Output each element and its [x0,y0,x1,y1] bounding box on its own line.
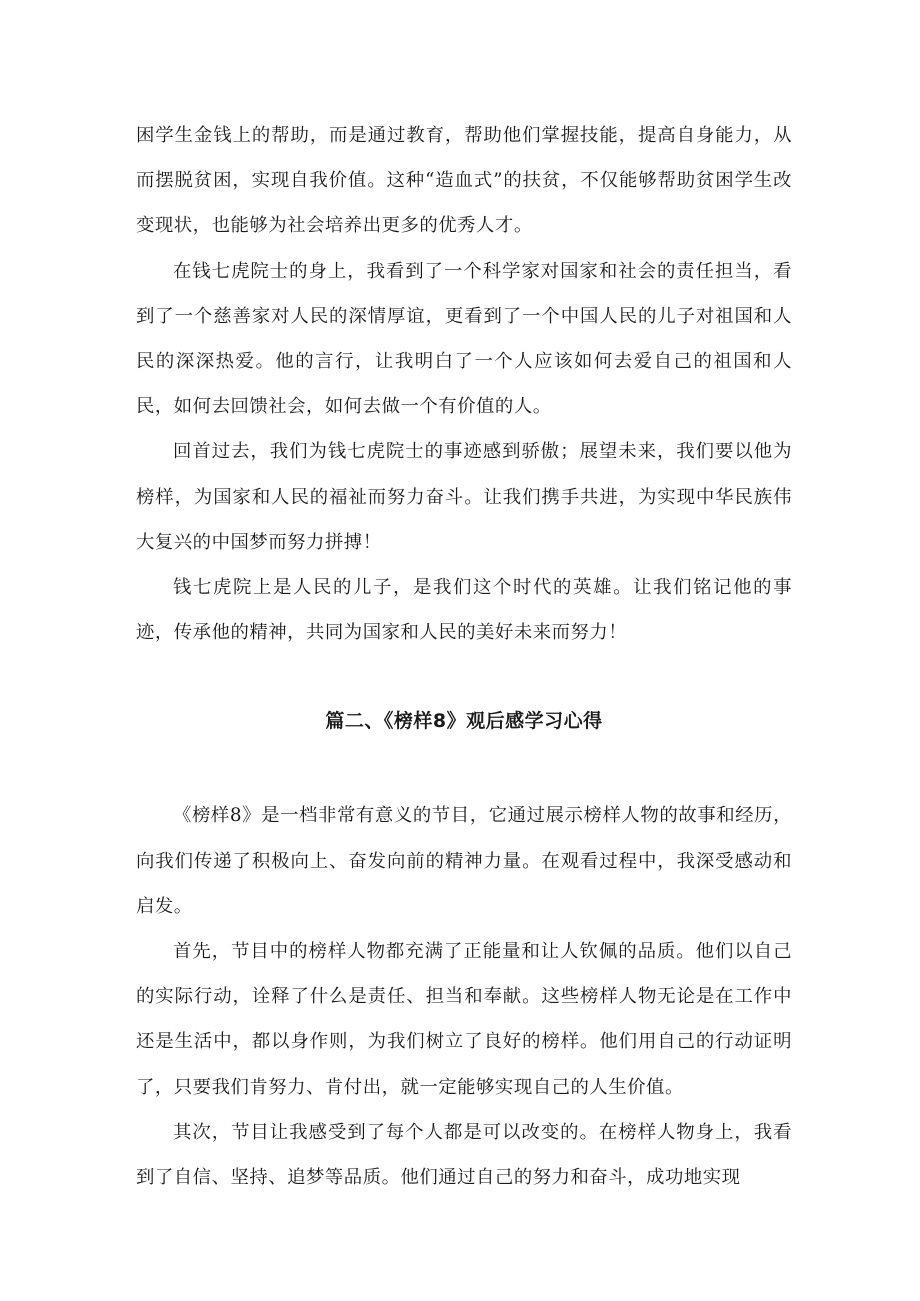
section-heading: 篇二、《榜样8》观后感学习心得 [325,710,603,733]
paragraph: 钱七虎院上是人民的儿子，是我们这个时代的英雄。让我们铭记他的事迹，传承他的精神，共同为国家和人民的美好未来而努力！ [136,577,792,644]
paragraph: 首先，节目中的榜样人物都充满了正能量和让人钦佩的品质。他们以自己的实际行动，诠释了什么是责任、担当和奉献。这些榜样人物无论是在工作中还是生活中，都以身作则，为我们树立了良好的榜样。他们用自己的行动证明了，只要我们肯努力、肯付出，就一定能够实现自己的人生价值。 [136,941,792,1098]
document-body [136,113,792,1200]
section-two-body [136,793,792,1200]
paragraph: 《榜样8》是一档非常有意义的节目，它通过展示榜样人物的故事和经历，向我们传递了积极向上、奋发向前的精神力量。在观看过程中，我深受感动和启发。 [136,805,792,917]
paragraph-continued: 困学生金钱上的帮助，而是通过教育，帮助他们掌握技能，提高自身能力，从而摆脱贫困，实现自我价值。这种“造血式”的扶贫，不仅能够帮助贫困学生改变现状，也能够为社会培养出更多的优秀人才。 [136,125,792,237]
paragraph: 在钱七虎院士的身上，我看到了一个科学家对国家和社会的责任担当，看到了一个慈善家对人民的深情厚谊，更看到了一个中国人民的儿子对祖国和人民的深深热爱。他的言行，让我明白了一个人应该如何去爱自己的祖国和人民，如何去回馈社会，如何去做一个有价值的人。 [136,260,792,418]
paragraph: 回首过去，我们为钱七虎院士的事迹感到骄傲；展望未来，我们要以他为榜样，为国家和人民的福祉而努力奋斗。让我们携手共进，为实现中华民族伟大复兴的中国梦而努力拼搏！ [136,441,792,553]
paragraph-truncated: 其次，节目让我感受到了每个人都是可以改变的。在榜样人物身上，我看到了自信、坚持、追梦等品质。他们通过自己的努力和奋斗，成功地实现 [136,1121,792,1189]
